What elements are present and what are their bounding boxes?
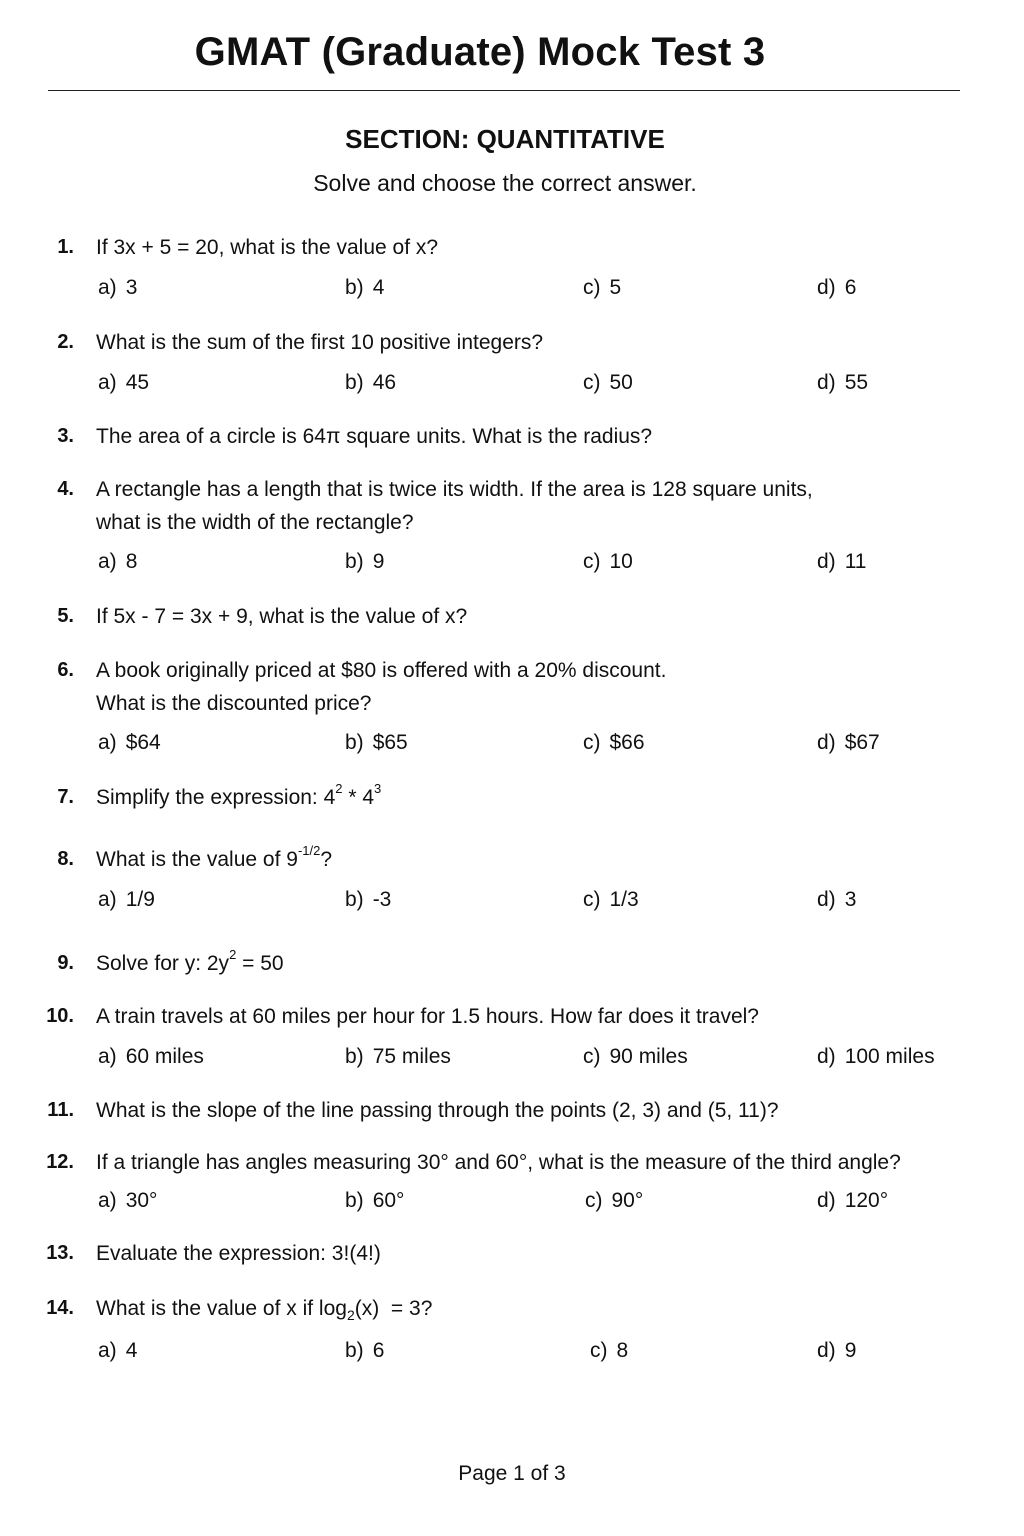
question-text-part: (x) = 3? [354, 1297, 433, 1320]
question-text-part: ? [320, 848, 333, 871]
option-letter: c) [590, 1339, 608, 1362]
option-value: 11 [844, 550, 867, 573]
question-number: 3. [57, 425, 74, 447]
question-text: If 5x - 7 = 3x + 9, what is the value of x? [96, 605, 468, 628]
option-letter: a) [98, 888, 117, 911]
option-letter: c) [583, 550, 601, 573]
question-text-part: What is the value of x if log [96, 1297, 347, 1320]
option-letter: a) [98, 276, 117, 299]
option-value: 1/3 [609, 888, 639, 911]
question-text: If a triangle has angles measuring 30° and 60°, what is the measure of the third angle? [96, 1151, 901, 1174]
option-c[interactable] [590, 1334, 628, 1367]
question-number: 13. [46, 1242, 74, 1264]
option-value: 1/9 [125, 888, 155, 911]
question-number: 10. [46, 1005, 74, 1027]
question-text: The area of a circle is 64π square units. What is the radius? [96, 425, 653, 448]
option-a[interactable] [98, 726, 161, 759]
question-number: 1. [57, 236, 74, 258]
option-value: 8 [616, 1339, 629, 1362]
question-text-part: Solve for y: 2y [96, 952, 230, 975]
option-c[interactable] [583, 366, 633, 399]
option-letter: d) [817, 888, 836, 911]
option-letter: b) [345, 1189, 364, 1212]
exponent: 2 [229, 947, 237, 962]
option-letter: d) [817, 731, 836, 754]
question-text-line: What is the discounted price? [96, 692, 372, 715]
question-text-line: A rectangle has a length that is twice its width. If the area is 128 square units, [96, 478, 813, 501]
question-number: 2. [57, 331, 74, 353]
question-text-line: what is the width of the rectangle? [96, 511, 414, 534]
option-value: $64 [125, 731, 161, 754]
question-text: What is the slope of the line passing through the points (2, 3) and (5, 11)? [96, 1099, 779, 1122]
option-c[interactable] [583, 545, 633, 578]
option-value: $66 [609, 731, 645, 754]
option-d[interactable] [817, 271, 856, 304]
option-a[interactable] [98, 883, 155, 916]
option-b[interactable] [345, 1334, 384, 1367]
question-text-part: * 4 [342, 786, 375, 809]
question-text-part: = 50 [236, 952, 284, 975]
option-value: 3 [125, 276, 138, 299]
option-b[interactable] [345, 366, 396, 399]
option-letter: d) [817, 371, 836, 394]
exponent: -1/2 [297, 843, 321, 858]
question-text [96, 1292, 996, 1325]
option-letter: c) [583, 888, 601, 911]
question-number: 5. [57, 605, 74, 627]
option-value: 5 [609, 276, 622, 299]
option-d[interactable] [817, 1184, 888, 1217]
option-value: 4 [372, 276, 385, 299]
option-d[interactable] [817, 545, 867, 578]
option-value: 10 [609, 550, 633, 573]
question-number: 9. [57, 952, 74, 974]
option-letter: b) [345, 1339, 364, 1362]
option-value: 60 miles [125, 1045, 204, 1068]
option-value: 6 [844, 276, 857, 299]
option-value: 90 miles [609, 1045, 688, 1068]
option-value: 4 [125, 1339, 138, 1362]
title-divider [48, 90, 960, 91]
option-a[interactable] [98, 1040, 204, 1073]
option-letter: c) [583, 1045, 601, 1068]
option-value: 9 [844, 1339, 857, 1362]
option-a[interactable] [98, 366, 149, 399]
section-heading: SECTION: QUANTITATIVE [345, 124, 665, 154]
option-letter: d) [817, 1339, 836, 1362]
option-a[interactable] [98, 545, 137, 578]
option-value: $65 [372, 731, 408, 754]
option-value: 55 [844, 371, 869, 394]
option-value: 100 miles [844, 1045, 935, 1068]
question-number: 6. [57, 659, 74, 681]
page-title: GMAT (Graduate) Mock Test 3 [194, 30, 766, 74]
option-value: 120° [844, 1189, 889, 1212]
option-c[interactable] [583, 883, 639, 916]
option-value: -3 [372, 888, 392, 911]
option-c[interactable] [583, 1040, 688, 1073]
option-letter: a) [98, 731, 117, 754]
option-letter: b) [345, 371, 364, 394]
option-value: 90° [611, 1189, 644, 1212]
exponent: 3 [374, 781, 382, 796]
option-letter: a) [98, 371, 117, 394]
option-c[interactable] [583, 271, 621, 304]
option-value: $67 [844, 731, 880, 754]
option-value: 60° [372, 1189, 405, 1212]
option-d[interactable] [817, 1040, 935, 1073]
option-value: 75 miles [372, 1045, 451, 1068]
option-letter: b) [345, 888, 364, 911]
question-text: A train travels at 60 miles per hour for 1.5 hours. How far does it travel? [96, 1005, 759, 1028]
option-d[interactable] [817, 726, 880, 759]
question-text [96, 473, 996, 539]
question-number: 4. [57, 478, 74, 500]
question-text [96, 843, 996, 876]
option-d[interactable] [817, 883, 856, 916]
option-letter: c) [585, 1189, 603, 1212]
instructions: Solve and choose the correct answer. [313, 170, 697, 196]
option-letter: b) [345, 1045, 364, 1068]
option-letter: c) [583, 371, 601, 394]
option-letter: a) [98, 550, 117, 573]
option-b[interactable] [345, 271, 384, 304]
option-letter: a) [98, 1189, 117, 1212]
option-b[interactable] [345, 1040, 451, 1073]
option-value: 30° [125, 1189, 158, 1212]
question-number: 8. [57, 848, 74, 870]
option-a[interactable] [98, 1334, 137, 1367]
question-number: 12. [46, 1151, 74, 1173]
option-value: 3 [844, 888, 857, 911]
option-a[interactable] [98, 1184, 157, 1217]
question-text [96, 947, 996, 980]
question-text [96, 654, 996, 720]
question-text-line: A book originally priced at $80 is offered with a 20% discount. [96, 659, 667, 682]
option-letter: b) [345, 550, 364, 573]
option-value: 50 [609, 371, 633, 394]
option-letter: d) [817, 276, 836, 299]
question-text-part: Simplify the expression: 4 [96, 786, 336, 809]
option-value: 8 [125, 550, 138, 573]
question-text-part: What is the value of 9 [96, 848, 298, 871]
exponent: 2 [335, 781, 343, 796]
option-b[interactable] [345, 726, 408, 759]
option-d[interactable] [817, 366, 868, 399]
subscript: 2 [346, 1307, 355, 1323]
page-number: Page 1 of 3 [458, 1462, 566, 1485]
question-text: If 3x + 5 = 20, what is the value of x? [96, 236, 439, 259]
option-value: 45 [125, 371, 150, 394]
question-number: 7. [57, 786, 74, 808]
question-text: Evaluate the expression: 3!(4!) [96, 1242, 381, 1265]
option-letter: d) [817, 1189, 836, 1212]
option-value: 46 [372, 371, 397, 394]
option-letter: a) [98, 1339, 117, 1362]
question-text [96, 781, 996, 814]
option-value: 9 [372, 550, 385, 573]
option-letter: b) [345, 731, 364, 754]
option-c[interactable] [585, 1184, 643, 1217]
option-c[interactable] [583, 726, 645, 759]
option-letter: a) [98, 1045, 117, 1068]
option-letter: b) [345, 276, 364, 299]
option-a[interactable] [98, 271, 137, 304]
question-number: 14. [46, 1297, 74, 1319]
question-text: What is the sum of the first 10 positive integers? [96, 331, 544, 354]
option-b[interactable] [345, 545, 384, 578]
option-d[interactable] [817, 1334, 856, 1367]
option-letter: c) [583, 276, 601, 299]
option-letter: d) [817, 550, 836, 573]
option-b[interactable] [345, 883, 391, 916]
question-number: 11. [47, 1099, 74, 1121]
option-b[interactable] [345, 1184, 404, 1217]
option-letter: c) [583, 731, 601, 754]
option-value: 6 [372, 1339, 385, 1362]
option-letter: d) [817, 1045, 836, 1068]
